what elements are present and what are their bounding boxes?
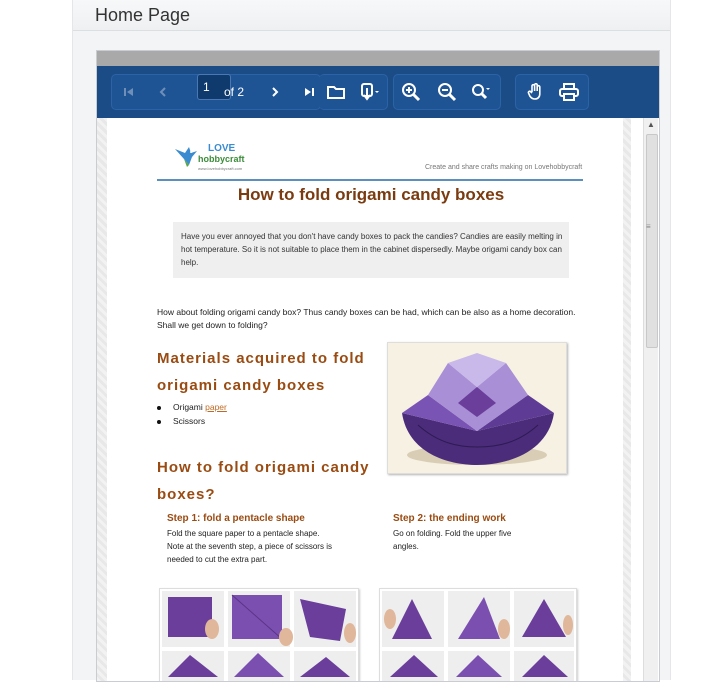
first-page-button[interactable] <box>112 75 146 109</box>
intro-box <box>173 222 569 278</box>
paper-link[interactable]: paper <box>205 402 227 412</box>
document-viewer <box>96 50 660 682</box>
zoom-out-button[interactable] <box>430 75 464 109</box>
document-title: How to fold origami candy boxes <box>237 185 505 204</box>
step2-title: Step 2: the ending work <box>393 513 506 524</box>
step1-title: Step 1: fold a pentacle shape <box>167 513 305 524</box>
last-page-icon <box>303 86 315 98</box>
document-page <box>107 118 623 681</box>
open-file-button[interactable] <box>319 75 353 109</box>
logo-hobbycraft-text: hobbycraft <box>198 154 245 164</box>
zoom-options-icon <box>470 82 492 102</box>
logo-url-text: www.lovehobbycraft.com <box>198 166 243 171</box>
zoom-in-button[interactable] <box>394 75 428 109</box>
tools-group <box>515 74 589 110</box>
zoom-options-button[interactable] <box>464 75 498 109</box>
scrollbar-grip-icon: ≡ <box>646 222 651 231</box>
print-button[interactable] <box>552 75 586 109</box>
chevron-right-icon <box>270 86 280 98</box>
step1-text-line2: Note at the seventh step, a piece of scissors is <box>167 542 332 551</box>
step1-photo-grid <box>159 588 359 681</box>
bullet-icon <box>157 406 161 410</box>
step1-text-line3: needed to cut the extra part. <box>167 555 268 564</box>
intro-paragraph: How about folding origami candy box? Thus candy boxes can be had, which can be also as a home decoration. Shall we get down to folding? <box>157 307 576 330</box>
page-header <box>73 0 670 31</box>
logo-love-text: LOVE <box>208 143 236 154</box>
step1-folding-photos <box>160 589 358 681</box>
hand-icon <box>526 83 544 101</box>
scroll-up-arrow-icon[interactable]: ▲ <box>647 120 655 129</box>
zoom-group <box>393 74 501 110</box>
navigation-group <box>111 74 321 110</box>
intro-text: Have you ever annoyed that you don't have candy boxes to pack the candies? Candies are easily melting in hot temperature. So it is not suitable to place them in the cabinet dispersedly. Maybe origami candy box can help. <box>181 232 563 267</box>
document-margin-left <box>97 118 107 681</box>
lovehobbycraft-logo <box>173 143 243 177</box>
materials-list-item <box>157 416 205 426</box>
document-area[interactable] <box>97 118 659 681</box>
printer-icon <box>559 83 579 101</box>
candy-box-photo <box>387 342 567 474</box>
step2-folding-photos <box>380 589 576 681</box>
vertical-scrollbar[interactable] <box>643 118 658 681</box>
next-page-button[interactable] <box>258 75 292 109</box>
zoom-in-icon <box>401 82 421 102</box>
origami-candy-box-image <box>388 343 566 473</box>
header-divider <box>157 179 583 181</box>
page-title: Home Page <box>95 5 191 25</box>
materials-item-prefix: Origami <box>173 402 206 412</box>
bird-logo-icon <box>173 143 199 169</box>
page-count-label: of 2 <box>224 85 245 99</box>
howto-heading-line2: boxes? <box>157 486 216 503</box>
file-group <box>319 74 388 110</box>
materials-heading-line2: origami candy boxes <box>157 377 326 394</box>
header-tagline: Create and share crafts making on Lovehobbycraft <box>425 164 583 171</box>
materials-item-scissors: Scissors <box>173 416 206 426</box>
bullet-icon <box>157 420 161 424</box>
document-margin-right <box>623 118 631 681</box>
howto-heading-line1: How to fold origami candy <box>157 459 370 476</box>
pan-tool-button[interactable] <box>518 75 552 109</box>
step2-text-line1: Go on folding. Fold the upper five <box>393 529 512 538</box>
folder-icon <box>327 84 345 100</box>
previous-page-button[interactable] <box>146 75 180 109</box>
materials-heading-line1: Materials acquired to fold <box>157 350 365 367</box>
download-button[interactable] <box>353 75 387 109</box>
viewer-toolbar <box>97 66 659 118</box>
download-icon <box>359 83 381 101</box>
materials-list-item <box>157 402 227 412</box>
zoom-out-icon <box>437 82 457 102</box>
chevron-left-icon <box>158 86 168 98</box>
step1-text-line1: Fold the square paper to a pentacle shape. <box>167 529 320 538</box>
step2-photo-grid <box>379 588 577 681</box>
viewer-top-bar <box>97 51 659 66</box>
scrollbar-thumb[interactable] <box>646 134 658 348</box>
first-page-icon <box>123 86 135 98</box>
step2-text-line2: angles. <box>393 542 419 551</box>
